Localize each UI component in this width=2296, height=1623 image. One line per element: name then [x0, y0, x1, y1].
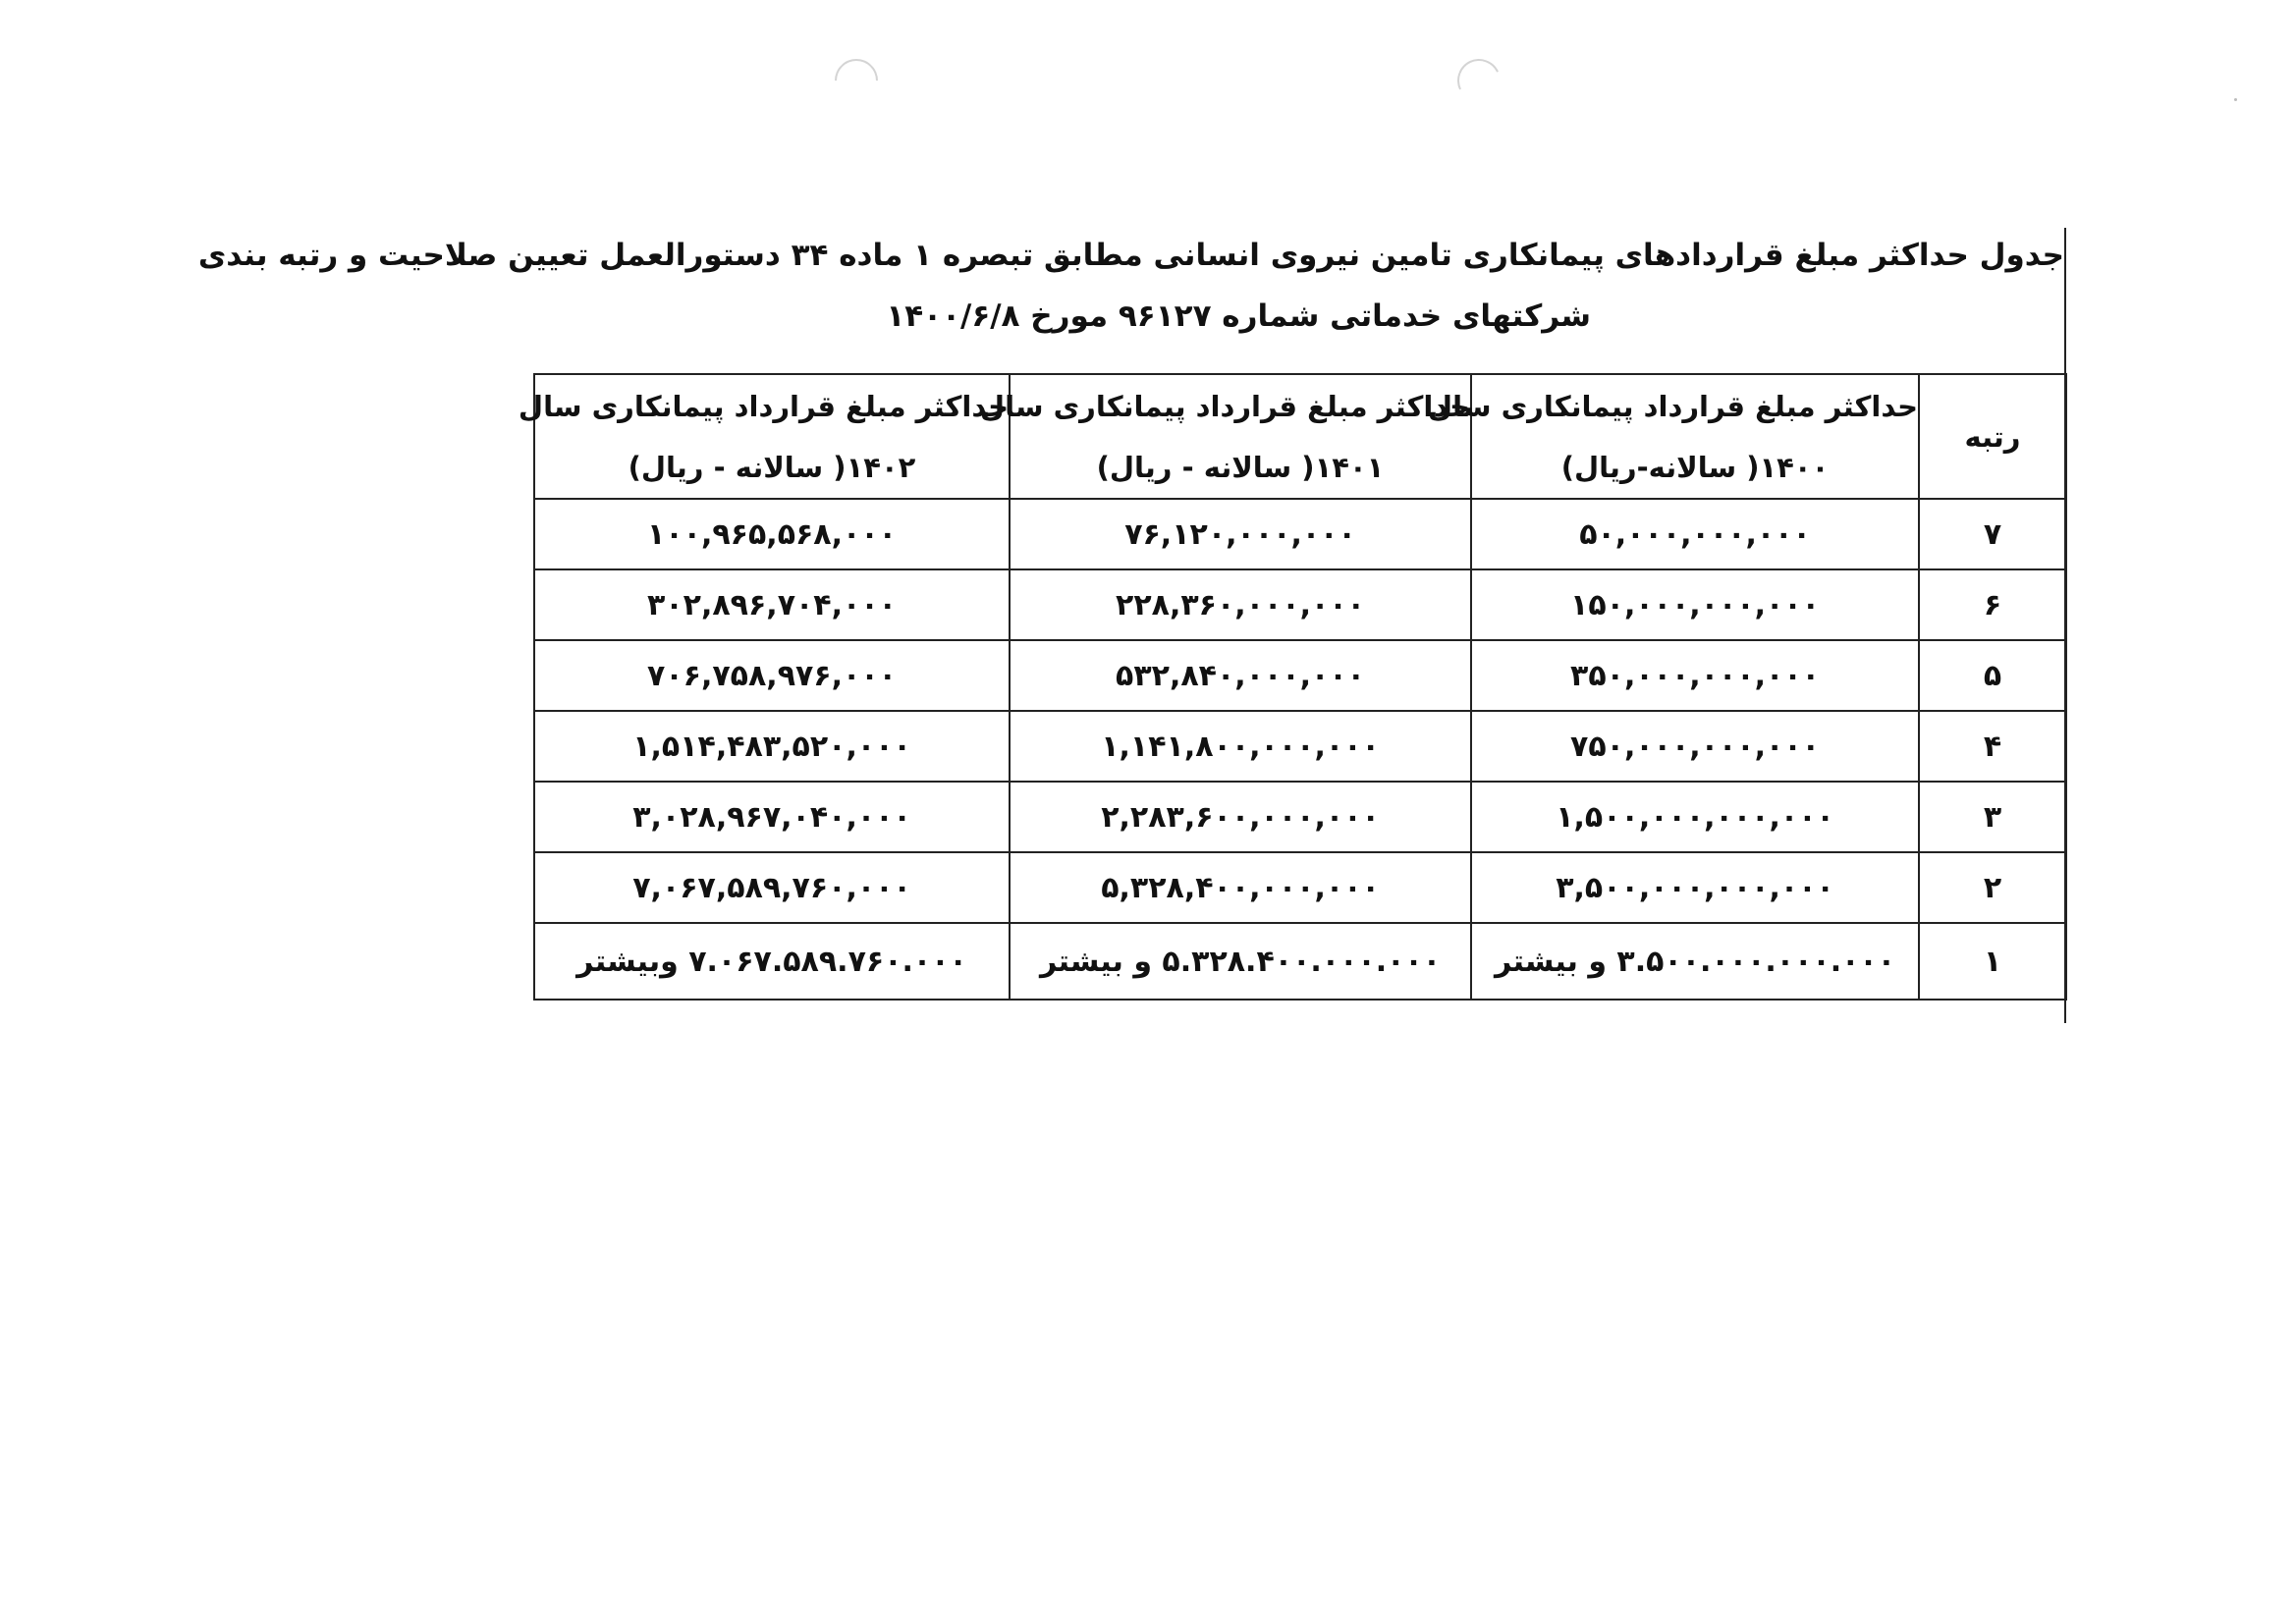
header-1400-line1: حداکثر مبلغ قرارداد پیمانکاری سال	[1427, 389, 1918, 423]
title-line-1: جدول حداکثر مبلغ قراردادهای پیمانکاری تامین نیروی انسانی مطابق تبصره ۱ ماده ۳۴ دستورالعمل تعیین صلاحیت و رتبه بندی	[197, 238, 2064, 273]
table-row	[534, 499, 2066, 569]
amount-1400-cell: ۷۵۰,۰۰۰,۰۰۰,۰۰۰	[1471, 711, 1919, 782]
header-1401	[979, 374, 1471, 499]
amount-1402-cell: ۷.۰۶۷.۵۸۹.۷۶۰.۰۰۰ وبیشتر	[534, 923, 1010, 1000]
amount-1402-cell: ۷,۰۶۷,۵۸۹,۷۶۰,۰۰۰	[534, 852, 1010, 923]
table-row	[534, 782, 2066, 852]
amount-1402-cell: ۱۰۰,۹۶۵,۵۶۸,۰۰۰	[534, 499, 1010, 569]
amount-1400-cell: ۳.۵۰۰.۰۰۰.۰۰۰.۰۰۰ و بیشتر	[1471, 923, 1919, 1000]
header-1401-line2: ۱۴۰۱( سالانه - ریال)	[1096, 450, 1385, 484]
table-row	[534, 711, 2066, 782]
header-1402-line1: حداکثر مبلغ قرارداد پیمانکاری سال	[518, 389, 1009, 423]
amount-1401-cell: ۵,۳۲۸,۴۰۰,۰۰۰,۰۰۰	[1010, 852, 1471, 923]
amount-1401-cell: ۲۲۸,۳۶۰,۰۰۰,۰۰۰	[1010, 569, 1471, 640]
header-rank-label: رتبه	[1964, 419, 2021, 454]
amount-1402-cell: ۷۰۶,۷۵۸,۹۷۶,۰۰۰	[534, 640, 1010, 711]
rank-cell: ۳	[1919, 782, 2066, 852]
table-row	[534, 640, 2066, 711]
amount-1401-cell: ۷۶,۱۲۰,۰۰۰,۰۰۰	[1010, 499, 1471, 569]
punch-hole-mark	[1451, 53, 1506, 108]
amount-1402-cell: ۳,۰۲۸,۹۶۷,۰۴۰,۰۰۰	[534, 782, 1010, 852]
header-1401-line1: حداکثر مبلغ قرارداد پیمانکاری سال	[979, 389, 1470, 423]
table-row	[534, 852, 2066, 923]
amount-1400-cell: ۱,۵۰۰,۰۰۰,۰۰۰,۰۰۰	[1471, 782, 1919, 852]
amount-1401-cell: ۵۳۲,۸۴۰,۰۰۰,۰۰۰	[1010, 640, 1471, 711]
rank-cell: ۶	[1919, 569, 2066, 640]
amount-1401-cell: ۵.۳۲۸.۴۰۰.۰۰۰.۰۰۰ و بیشتر	[1010, 923, 1471, 1000]
contract-limit-table	[518, 373, 2067, 1001]
amount-1402-cell: ۳۰۲,۸۹۶,۷۰۴,۰۰۰	[534, 569, 1010, 640]
rank-cell: ۴	[1919, 711, 2066, 782]
header-1402	[518, 374, 1010, 499]
document-title	[197, 231, 2072, 341]
amount-1401-cell: ۲,۲۸۳,۶۰۰,۰۰۰,۰۰۰	[1010, 782, 1471, 852]
punch-hole-mark	[826, 50, 887, 111]
rank-cell: ۵	[1919, 640, 2066, 711]
table-header-row	[534, 374, 2066, 499]
amount-1401-cell: ۱,۱۴۱,۸۰۰,۰۰۰,۰۰۰	[1010, 711, 1471, 782]
amount-1400-cell: ۵۰,۰۰۰,۰۰۰,۰۰۰	[1471, 499, 1919, 569]
amount-1402-cell: ۱,۵۱۴,۴۸۳,۵۲۰,۰۰۰	[534, 711, 1010, 782]
title-line-2: شرکتهای خدماتی شماره ۹۶۱۲۷ مورخ ۱۴۰۰/۶/۸	[886, 298, 1591, 334]
amount-1400-cell: ۳,۵۰۰,۰۰۰,۰۰۰,۰۰۰	[1471, 852, 1919, 923]
rank-cell: ۱	[1919, 923, 2066, 1000]
header-rank	[1919, 374, 2066, 499]
amount-1400-cell: ۱۵۰,۰۰۰,۰۰۰,۰۰۰	[1471, 569, 1919, 640]
rank-cell: ۲	[1919, 852, 2066, 923]
amount-1400-cell: ۳۵۰,۰۰۰,۰۰۰,۰۰۰	[1471, 640, 1919, 711]
scan-speck	[2234, 98, 2237, 101]
table-row	[534, 923, 2066, 1000]
header-1400	[1427, 374, 1919, 499]
table-row	[534, 569, 2066, 640]
header-1400-line2: ۱۴۰۰( سالانه-ریال)	[1560, 450, 1830, 484]
rank-cell: ۷	[1919, 499, 2066, 569]
header-1402-line2: ۱۴۰۲( سالانه - ریال)	[628, 450, 916, 484]
